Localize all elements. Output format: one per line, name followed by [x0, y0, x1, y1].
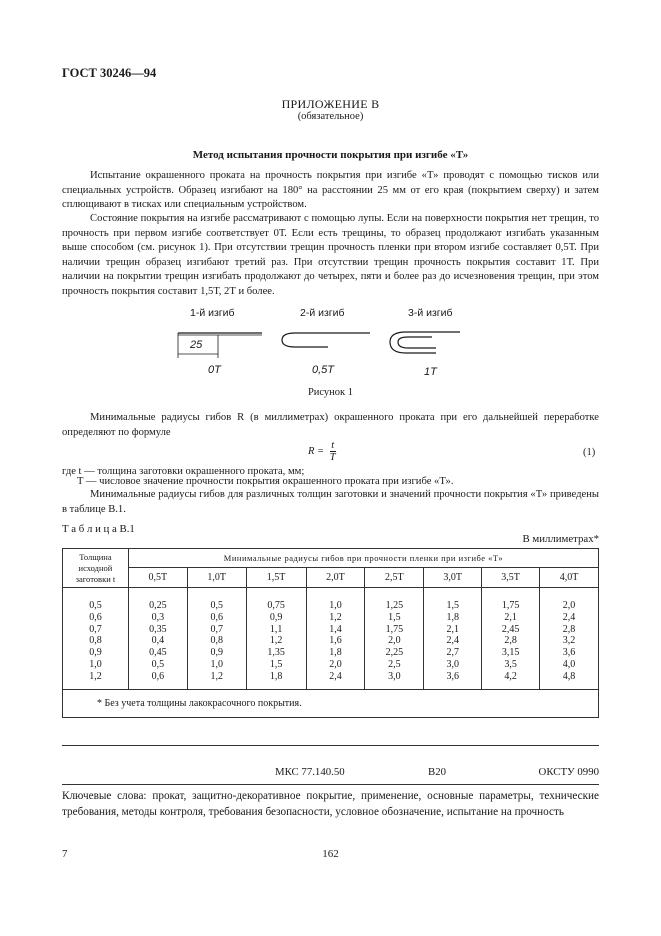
figure-value-1t: 1T: [424, 366, 437, 378]
table-cell: 0,6: [151, 670, 165, 682]
data-table: [62, 548, 599, 718]
body-col: [306, 588, 365, 690]
header-col: 1,5Т: [246, 568, 306, 588]
body-col-thickness: [63, 588, 129, 690]
table-cell: 0,6: [210, 611, 223, 623]
formula: [308, 440, 336, 463]
body-col: [128, 588, 187, 690]
strip-2-fold: [282, 333, 370, 347]
appendix-subtitle: (обязательное): [297, 111, 364, 122]
table-cell: 0,5: [210, 600, 223, 611]
table-cell: 1,2: [89, 670, 102, 682]
table-cell: 4,8: [562, 670, 576, 682]
table-cell: 0,5: [89, 600, 102, 611]
table-cell: 2,25: [385, 647, 404, 659]
formula-number: (1): [583, 447, 596, 458]
table-cell: 0,45: [149, 647, 167, 659]
body-col: [424, 588, 482, 690]
table-cell: 1,2: [269, 635, 283, 647]
paragraph-table-ref: Минимальные радиусы гибов для различных толщин заготовки и значений прочности покрытия «Т» приведены в таблице В.1.: [62, 489, 599, 515]
classification-mks: МКС 77.140.50: [275, 766, 345, 778]
figure-label-bend-3: 3-й изгиб: [408, 307, 453, 319]
figure-value-05t: 0,5T: [312, 364, 335, 376]
table-caption: Т а б л и ц а В.1: [62, 523, 135, 535]
formula-lhs: R =: [308, 445, 325, 457]
table-cell: 0,35: [149, 623, 167, 635]
table-cell: 2,0: [388, 635, 401, 647]
table-cell: 2,4: [562, 611, 576, 623]
figure-caption: Рисунок 1: [307, 387, 354, 398]
table-cell: 2,7: [446, 647, 459, 659]
paragraph-inspection: Состояние покрытия на изгибе рассматривают с помощью лупы. Если на поверхности покрытия нет трещин, то прочность при первом изгибе соответствует 0Т. Если есть трещины, то образец продолжают изгибать указанным выше способом (см. рисунок 1). При отсутствии трещин прочность пленки при втором изгибе составляет 0,5Т. При наличии трещин образец изгибают третий раз. При отсутствии трещин прочность покрытия составит 1Т. При наличии на покрытии трещин изгибать продолжают до четырех, пяти и более раз до исчезновения трещин, при этом прочность покрытия составит 1,5Т, 2Т и более.: [62, 213, 599, 297]
method-title: Метод испытания прочности покрытия при изгибе «Т»: [192, 149, 469, 161]
document-id: ГОСТ 30246—94: [62, 66, 157, 80]
page-number: 162: [322, 848, 339, 860]
classification-okstu: ОКСТУ 0990: [538, 766, 599, 778]
table-cell: 3,5: [504, 658, 517, 670]
table-cell: 3,6: [446, 670, 459, 682]
table-cell: 1,8: [446, 611, 459, 623]
header-col: 4,0Т: [540, 568, 599, 588]
figure-value-0t: 0T: [208, 364, 221, 376]
table-cell: 1,6: [329, 635, 342, 647]
body-col: [246, 588, 306, 690]
header-col: 2,0Т: [306, 568, 365, 588]
table-cell: 2,0: [562, 600, 576, 611]
table-cell: 1,5: [269, 658, 283, 670]
paragraph-test-procedure: Испытание окрашенного проката на прочность покрытия при изгибе «Т» проводят с помощью тисков или специальных устройств. Образец изгибают на 180° на расстоянии 25 мм от его края (покрытием сверху) и затем сплющивают в тисках или специальным устройством.: [62, 170, 599, 210]
header-group: Минимальные радиусы гибов при прочности пленки при изгибе «Т»: [128, 549, 598, 568]
body-col: [365, 588, 424, 690]
table-cell: 0,9: [210, 647, 223, 659]
table-cell: 2,8: [562, 623, 576, 635]
table-cell: 1,25: [385, 600, 404, 611]
table-cell: 1,5: [388, 611, 401, 623]
table-cell: 0,8: [210, 635, 223, 647]
table-cell: 1,0: [210, 658, 223, 670]
table-cell: 3,2: [562, 635, 576, 647]
table-cell: 3,6: [562, 647, 576, 659]
table-cell: 2,0: [329, 658, 342, 670]
figure-dimension-value: 25: [190, 339, 203, 351]
header-row: [63, 568, 599, 588]
paragraph-formula-intro: Минимальные радиусы гибов R (в миллиметрах) окрашенного проката при его дальнейшей переработке определяют по формуле: [62, 412, 599, 438]
table-cell: 2,5: [388, 658, 401, 670]
header-col: 0,5Т: [128, 568, 187, 588]
strip-3-outer: [390, 332, 460, 353]
header-col: 3,0Т: [424, 568, 482, 588]
table-cell: 1,75: [385, 623, 404, 635]
table-cell: 1,1: [269, 623, 283, 635]
table-cell: 1,75: [501, 600, 520, 611]
table-cell: 0,9: [89, 647, 102, 659]
appendix-title: ПРИЛОЖЕНИЕ В: [281, 97, 380, 111]
table-cell: 0,7: [89, 623, 102, 635]
header-col: 1,0Т: [187, 568, 246, 588]
table-cell: 1,0: [89, 658, 102, 670]
divider-top: [62, 745, 599, 746]
table-cell: 1,4: [329, 623, 342, 635]
table-cell: 0,6: [89, 611, 102, 623]
header-col: 3,5Т: [482, 568, 540, 588]
table-body-row: [63, 588, 599, 690]
table-cell: 4,0: [562, 658, 576, 670]
table-cell: 1,5: [446, 600, 459, 611]
table-cell: 2,1: [504, 611, 517, 623]
formula-denominator: T: [329, 452, 336, 463]
keywords: Ключевые слова: прокат, защитно-декоративное покрытие, применение, основные параметры, технические требования, методы контроля, требования безопасности, условное обозначение, испытание на прочность: [62, 790, 599, 818]
body-col: [187, 588, 246, 690]
table-cell: 0,7: [210, 623, 223, 635]
table-cell: 3,0: [446, 658, 459, 670]
table-cell: 1,35: [267, 647, 285, 659]
figure-label-bend-2: 2-й изгиб: [300, 307, 345, 319]
table-cell: 3,0: [388, 670, 401, 682]
table-cell: 2,45: [501, 623, 520, 635]
table-units: В миллиметрах*: [522, 533, 599, 545]
table-cell: 0,75: [267, 600, 285, 611]
formula-fraction: [330, 440, 336, 463]
divider-bottom: [62, 784, 599, 785]
table-cell: 3,15: [501, 647, 520, 659]
table-cell: 2,4: [329, 670, 342, 682]
footer-left-number: 7: [62, 848, 68, 860]
body-col: [540, 588, 599, 690]
table-cell: 0,4: [151, 635, 165, 647]
table-cell: 2,8: [504, 635, 517, 647]
table-cell: 1,2: [210, 670, 223, 682]
table-cell: 2,4: [446, 635, 459, 647]
table-footnote: * Без учета толщины лакокрасочного покрытия.: [63, 689, 599, 717]
figure-drawing: [170, 320, 470, 365]
table-cell: 4,2: [504, 670, 517, 682]
paragraph-where-t: где t — толщина заготовки окрашенного проката, мм;: [62, 466, 305, 477]
header-thickness: Толщина исходной заготовки t: [63, 549, 129, 588]
table-cell: 1,0: [329, 600, 342, 611]
classification-code: В20: [428, 766, 446, 778]
table-cell: 0,9: [269, 611, 283, 623]
table-cell: 0,3: [151, 611, 165, 623]
figure-label-bend-1: 1-й изгиб: [190, 307, 235, 319]
table-cell: 0,8: [89, 635, 102, 647]
table-cell: 1,2: [329, 611, 342, 623]
formula-numerator: t: [331, 440, 335, 451]
table-cell: 0,25: [149, 600, 167, 611]
table-cell: 1,8: [329, 647, 342, 659]
table-cell: 2,1: [446, 623, 459, 635]
strip-3-inner: [398, 337, 436, 348]
body-col: [482, 588, 540, 690]
header-col: 2,5Т: [365, 568, 424, 588]
table-cell: 0,5: [151, 658, 165, 670]
paragraph-where-T: T — числовое значение прочности покрытия окрашенного проката при изгибе «Т».: [77, 476, 454, 487]
table-cell: 1,8: [269, 670, 283, 682]
